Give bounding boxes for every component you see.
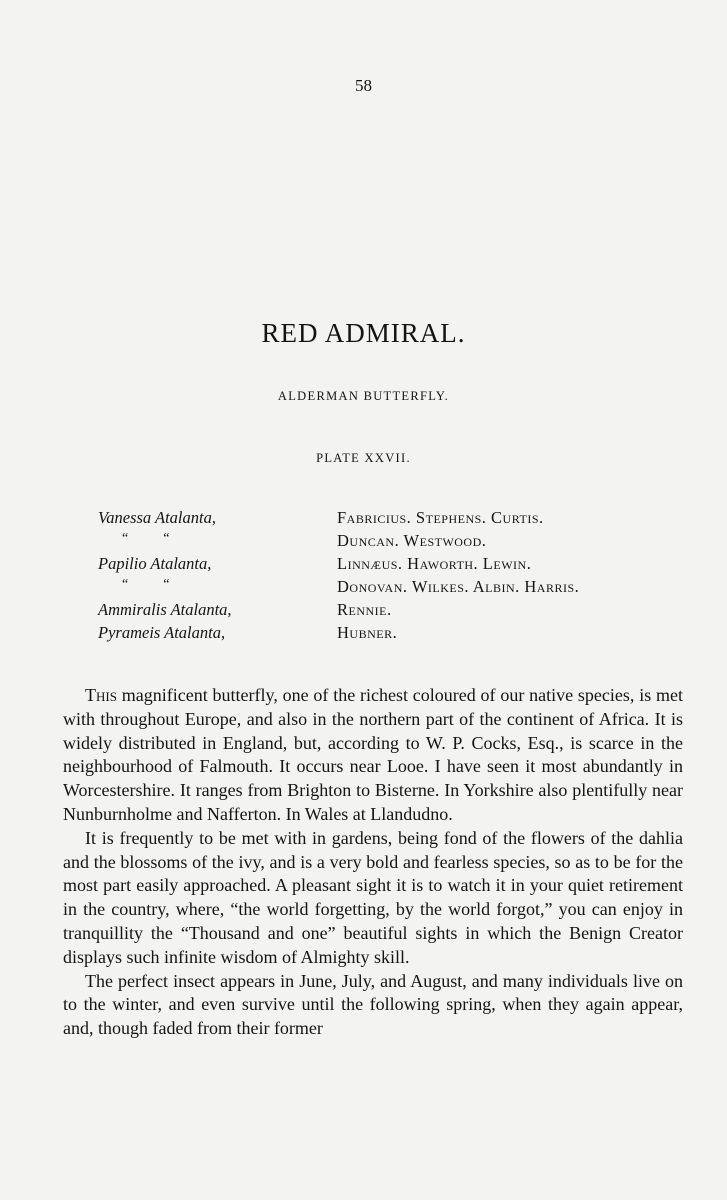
synonym-name: Papilio Atalanta, bbox=[98, 554, 212, 573]
synonym-authorities: Duncan. Westwood. bbox=[337, 531, 487, 550]
common-name-subtitle: ALDERMAN BUTTERFLY. bbox=[277, 389, 450, 403]
synonym-name: Vanessa Atalanta, bbox=[98, 508, 216, 527]
paragraph bbox=[63, 827, 683, 970]
synonym-authorities: Fabricius. Stephens. Curtis. bbox=[337, 508, 544, 527]
synonym-name: Pyrameis Atalanta, bbox=[98, 623, 226, 642]
paragraph-text: magnificent butterfly, one of the richest coloured of our native species, is met with throughout Europe, and also in the northern part of the continent of Africa. It is widely distributed in England, but, according to W. P. Cocks, Esq., is scarce in the neighbourhood of Falmouth. It occurs near Looe. I have seen it most abundantly in Worcestershire. It ranges from Brighton to Bisterne. In Yorkshire also plentifully near Nunburnholme and Nafferton. In Wales at Llandudno. bbox=[63, 685, 683, 824]
synonym-row bbox=[0, 554, 727, 577]
paragraph-text: The perfect insect appears in June, July, and August, and many individuals live on to the winter, and even survive until the following spring, when they again appear, and, though faded from their former bbox=[63, 970, 683, 1039]
page-title: RED ADMIRAL. bbox=[261, 318, 466, 348]
paragraph-lead-word: This bbox=[85, 685, 117, 705]
synonym-authorities: Linnæus. Haworth. Lewin. bbox=[337, 554, 532, 573]
synonym-name: Ammiralis Atalanta, bbox=[98, 600, 232, 619]
synonym-row bbox=[0, 531, 727, 554]
body-text bbox=[63, 684, 683, 1041]
synonym-authorities: Rennie. bbox=[337, 600, 392, 619]
paragraph bbox=[63, 684, 683, 827]
page-number: 58 bbox=[355, 76, 372, 95]
synonym-authorities: Hubner. bbox=[337, 623, 398, 642]
synonym-row bbox=[0, 508, 727, 531]
ditto-marks: “ “ bbox=[122, 531, 170, 546]
ditto-marks: “ “ bbox=[122, 577, 170, 592]
plate-reference: PLATE XXVII. bbox=[316, 451, 411, 465]
synonym-row bbox=[0, 577, 727, 600]
synonym-row bbox=[0, 623, 727, 646]
paragraph bbox=[63, 970, 683, 1041]
synonym-authorities: Donovan. Wilkes. Albin. Harris. bbox=[337, 577, 580, 596]
paragraph-text: It is frequently to be met with in gardens, being fond of the flowers of the dahlia and the blossoms of the ivy, and is a very bold and fearless species, so as to be for the most part easily approached. A pleasant sight it is to watch it in your quiet retirement in the country, where, “the world forgetting, by the world forgot,” you can enjoy in tranquillity the “Thousand and one” beautiful sights in which the Benign Creator displays such infinite wisdom of Almighty skill. bbox=[63, 827, 683, 967]
synonym-row bbox=[0, 600, 727, 623]
